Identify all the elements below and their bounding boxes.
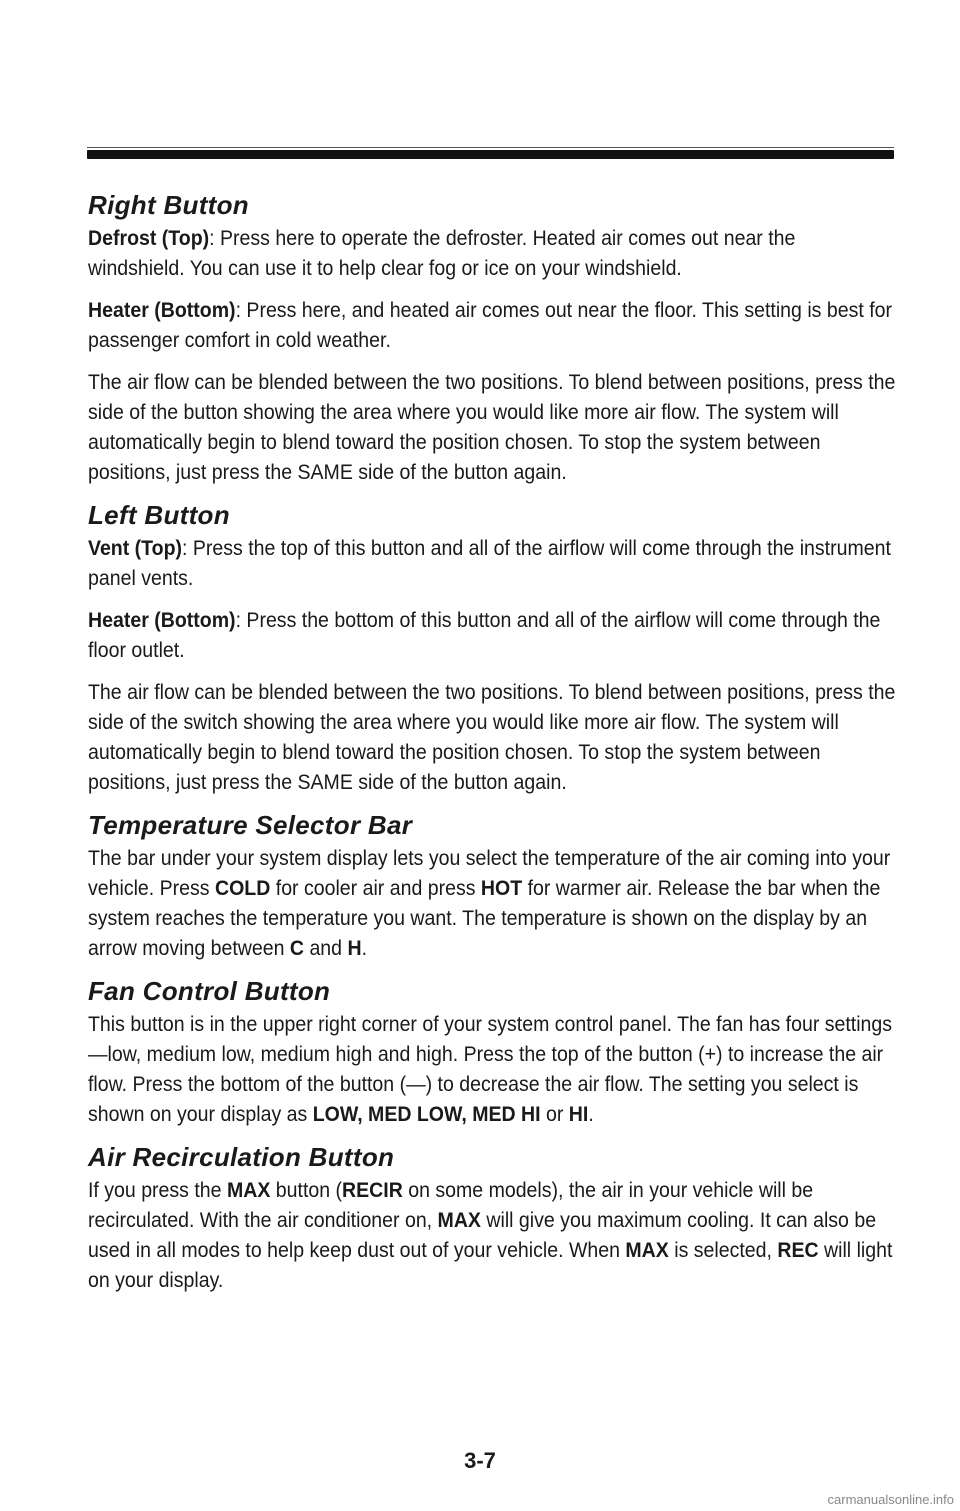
footer-watermark: carmanualsonline.info [827, 1492, 954, 1507]
paragraph-blend-left: The air flow can be blended between the two positions. To blend between positions, press the side of the switch showing the area where you would like more air flow. The system will automatically begin to blend toward the position chosen. To stop the system between positions, just press the SAME side of the button again. [88, 681, 896, 794]
paragraph-recirculation: If you press the MAX button (RECIR on some models), the air in your vehicle will be recirculated. With the air conditioner on, MAX will give you maximum cooling. It can also be used in all modes to help keep dust out of your vehicle. When MAX is selected, REC will light on your display. [88, 1179, 893, 1292]
term-heater-left: Heater (Bottom) [88, 609, 236, 632]
section-heading-recirculation: Air Recirculation Button [88, 1142, 395, 1172]
section-heading-left-button: Left Button [88, 500, 230, 530]
header-rule [87, 150, 894, 159]
paragraph-vent: Vent (Top): Press the top of this button and all of the airflow will come through the instrument panel vents. [88, 537, 891, 590]
section-heading-temperature: Temperature Selector Bar [88, 810, 413, 840]
paragraph-temperature: The bar under your system display lets you select the temperature of the air coming into your vehicle. Press COLD for cooler air and press HOT for warmer air. Release the bar when the system reaches the temperature you want. The temperature is shown on the display by an arrow moving between C and H. [88, 847, 891, 960]
term-heater-right: Heater (Bottom) [88, 299, 236, 322]
paragraph-fan: This button is in the upper right corner of your system control panel. The fan has four settings—low, medium low, medium high and high. Press the top of the button (+) to increase the air flow. Press the bottom of the button (—) to decrease the air flow. The setting you select is shown on your display as LOW, MED LOW, MED HI or HI. [88, 1013, 893, 1126]
paragraph-heater-left: Heater (Bottom): Press the bottom of this button and all of the airflow will come through the floor outlet. [88, 609, 881, 662]
term-vent: Vent (Top) [88, 537, 183, 560]
header-rule-thin [87, 147, 894, 148]
section-heading-fan: Fan Control Button [88, 976, 331, 1006]
paragraph-defrost: Defrost (Top): Press here to operate the defroster. Heated air comes out near the windshield. You can use it to help clear fog or ice on your windshield. [88, 227, 796, 280]
paragraph-blend-right: The air flow can be blended between the two positions. To blend between positions, press the side of the button showing the area where you would like more air flow. The system will automatically begin to blend toward the position chosen. To stop the system between positions, just press the SAME side of the button again. [88, 371, 896, 484]
term-defrost: Defrost (Top) [88, 227, 210, 250]
page-number: 3-7 [464, 1448, 496, 1473]
page-content [88, 190, 898, 1308]
paragraph-heater-right: Heater (Bottom): Press here, and heated air comes out near the floor. This setting is best for passenger comfort in cold weather. [88, 299, 892, 352]
section-heading-right-button: Right Button [88, 190, 249, 220]
